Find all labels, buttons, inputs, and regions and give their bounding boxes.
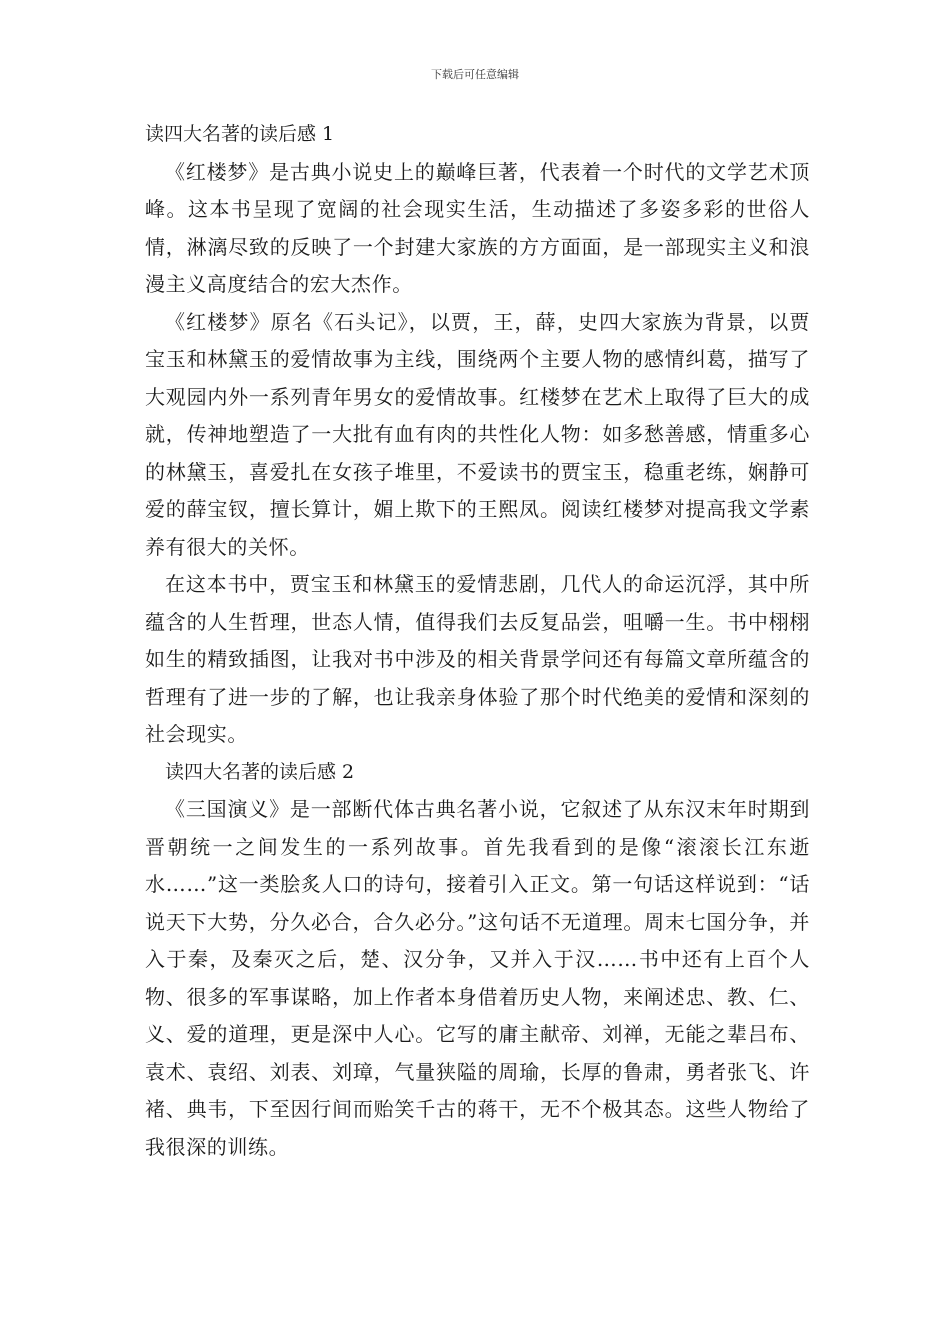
section-title-2: 读四大名著的读后感 2 — [165, 760, 355, 783]
section-1-paragraph-2: 《红楼梦》原名《石头记》，以贾，王，薛，史四大家族为背景，以贾宝玉和林黛玉的爱情故事为主线，围绕两个主要人物的感情纠葛，描写了大观园内外一系列青年男女的爱情故事。红楼梦在艺术上取得了巨大的成就，传神地塑造了一大批有血有肉的共性化人物：如多愁善感，情重多心的林黛玉，喜爱扎在女孩子堆里，不爱读书的贾宝玉，稳重老练，娴静可爱的薛宝钗，擅长算计，媚上欺下的王熙凤。阅读红楼梦对提高我文学素养有很大的关怀。 — [145, 309, 810, 559]
section-title-1: 读四大名著的读后感 1 — [145, 123, 335, 145]
document-body — [145, 116, 810, 1166]
section-1-paragraph-3: 在这本书中，贾宝玉和林黛玉的爱情悲剧，几代人的命运沉浮，其中所蕴含的人生哲理，世态人情，值得我们去反复品尝，咀嚼一生。书中栩栩如生的精致插图，让我对书中涉及的相关背景学问还有每篇文章所蕴含的哲理有了进一步的了解，也让我亲身体验了那个时代绝美的爱情和深刻的社会现实。 — [145, 572, 810, 746]
header-note: 下载后可任意编辑 — [431, 68, 519, 81]
section-1-paragraph-1: 《红楼梦》是古典小说史上的巅峰巨著，代表着一个时代的文学艺术顶峰。这本书呈现了宽阔的社会现实生活，生动描述了多姿多彩的世俗人情，淋漓尽致的反映了一个封建大家族的方方面面，是一部现实主义和浪漫主义高度结合的宏大杰作。 — [145, 159, 810, 296]
section-2-paragraph-1: 《三国演义》是一部断代体古典名著小说，它叙述了从东汉末年时期到晋朝统一之间发生的一系列故事。首先我看到的是像“滚滚长江东逝水……”这一类脍炙人口的诗句，接着引入正文。第一句话这样说到：“话说天下大势，分久必合，合久必分。”这句话不无道理。周末七国分争，并入于秦，及秦灭之后，楚、汉分争，又并入于汉……书中还有上百个人物、很多的军事谋略，加上作者本身借着历史人物，来阐述忠、教、仁、义、爱的道理，更是深中人心。它写的庸主献帝、刘禅，无能之辈吕布、袁术、袁绍、刘表、刘璋，气量狭隘的周瑜，长厚的鲁肃，勇者张飞、许褚、典韦，下至因行间而贻笑千古的蒋干，无不个极其态。这些人物给了我很深的训练。 — [145, 797, 810, 1159]
